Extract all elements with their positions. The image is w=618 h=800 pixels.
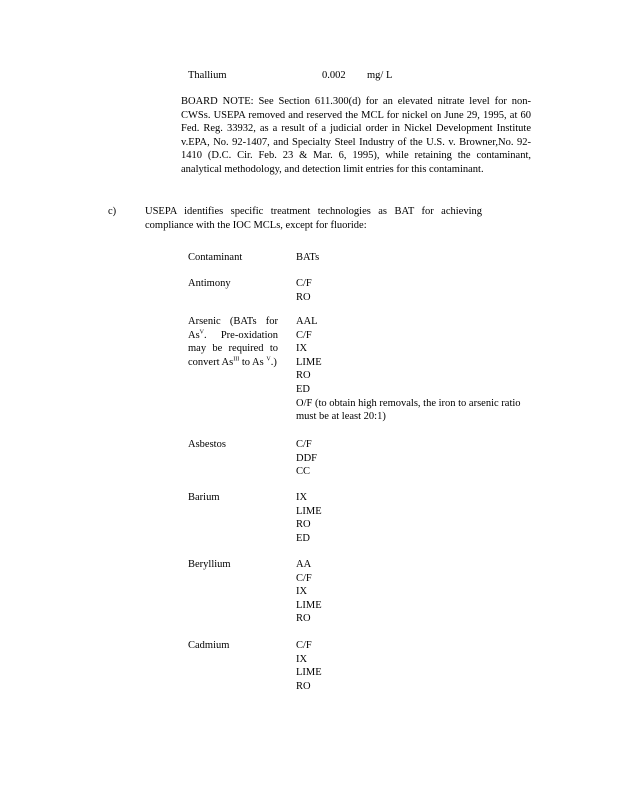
bat-item: DDF	[296, 452, 318, 464]
bat-item: C/F	[296, 572, 312, 584]
bat-item: ED	[296, 383, 310, 395]
contaminant-name: Beryllium	[188, 559, 231, 570]
arsenic-name-part: .)	[270, 356, 277, 368]
bat-item: RO	[296, 291, 311, 303]
contaminant-name: Barium	[188, 492, 220, 503]
bat-item: IX	[296, 343, 308, 355]
thallium-mcl-value: 0.002	[322, 70, 346, 81]
bat-item: AA	[296, 559, 312, 570]
arsenic-name-part: Arsenic (BATs for As	[188, 316, 278, 341]
bat-item: RO	[296, 613, 311, 625]
bat-item: LIME	[296, 599, 322, 611]
bat-item: RO	[296, 370, 311, 382]
board-note-text: BOARD NOTE: See Section 611.300(d) for an elevated nitrate level for non-CWSs. USEPA removed and reserved the MCL for nickel on June 29, 1995, at 60 Fed. Reg. 33932, as a result of a judicial order in Nickel Development Institute v.EPA, No. 92-1407, and Specialty Steel Industry of the U.S. v. Browner,No. 92-1410 (D.C. Cir. Feb. 23 & Mar. 6, 1995), while retaining the contaminant, analytical methodology, and detection limit entries for this contaminant.	[181, 96, 531, 175]
arsenic-superscript: III	[233, 356, 240, 363]
bat-item: LIME	[296, 356, 322, 368]
arsenic-name-part: to As	[241, 356, 264, 368]
bat-list	[296, 491, 526, 545]
thallium-name: Thallium	[188, 70, 227, 81]
bat-list	[296, 558, 526, 626]
bat-item: IX	[296, 653, 308, 665]
bat-item: RO	[296, 519, 311, 531]
thallium-mcl-unit: mg/ L	[367, 70, 393, 81]
contaminant-name: Asbestos	[188, 439, 226, 450]
arsenic-superscript: V	[266, 356, 271, 363]
table-header-contaminant: Contaminant	[188, 252, 243, 263]
bat-item: C/F	[296, 329, 312, 341]
bat-item: C/F	[296, 439, 312, 450]
bat-item: IX	[296, 492, 308, 503]
bat-item: IX	[296, 586, 308, 598]
board-note	[181, 95, 531, 177]
contaminant-name	[188, 315, 278, 369]
bat-item: AAL	[296, 316, 318, 327]
bat-item: LIME	[296, 505, 322, 517]
bat-item: ED	[296, 532, 310, 544]
bat-item: C/F	[296, 640, 312, 651]
section-c-label: c)	[108, 206, 117, 217]
arsenic-name-part: . Pre-oxidation may be required to convert As	[188, 329, 278, 368]
bat-list	[296, 438, 526, 479]
section-c-text: USEPA identifies specific treatment technologies as BAT for achieving compliance with the IOC MCLs, except for fluoride:	[145, 206, 482, 231]
bat-item: O/F (to obtain high removals, the iron to arsenic ratio must be at least 20:1)	[296, 397, 521, 423]
bat-list	[296, 315, 526, 424]
section-c-paragraph	[145, 205, 482, 232]
bat-list	[296, 639, 526, 693]
bat-list	[296, 277, 526, 304]
arsenic-superscript: V	[199, 329, 205, 336]
bat-item: LIME	[296, 667, 322, 679]
bat-item: C/F	[296, 278, 312, 289]
contaminant-name: Cadmium	[188, 640, 230, 651]
bat-item: RO	[296, 680, 311, 692]
bat-item: CC	[296, 466, 311, 478]
table-header-bats: BATs	[296, 252, 320, 263]
contaminant-name: Antimony	[188, 278, 231, 289]
